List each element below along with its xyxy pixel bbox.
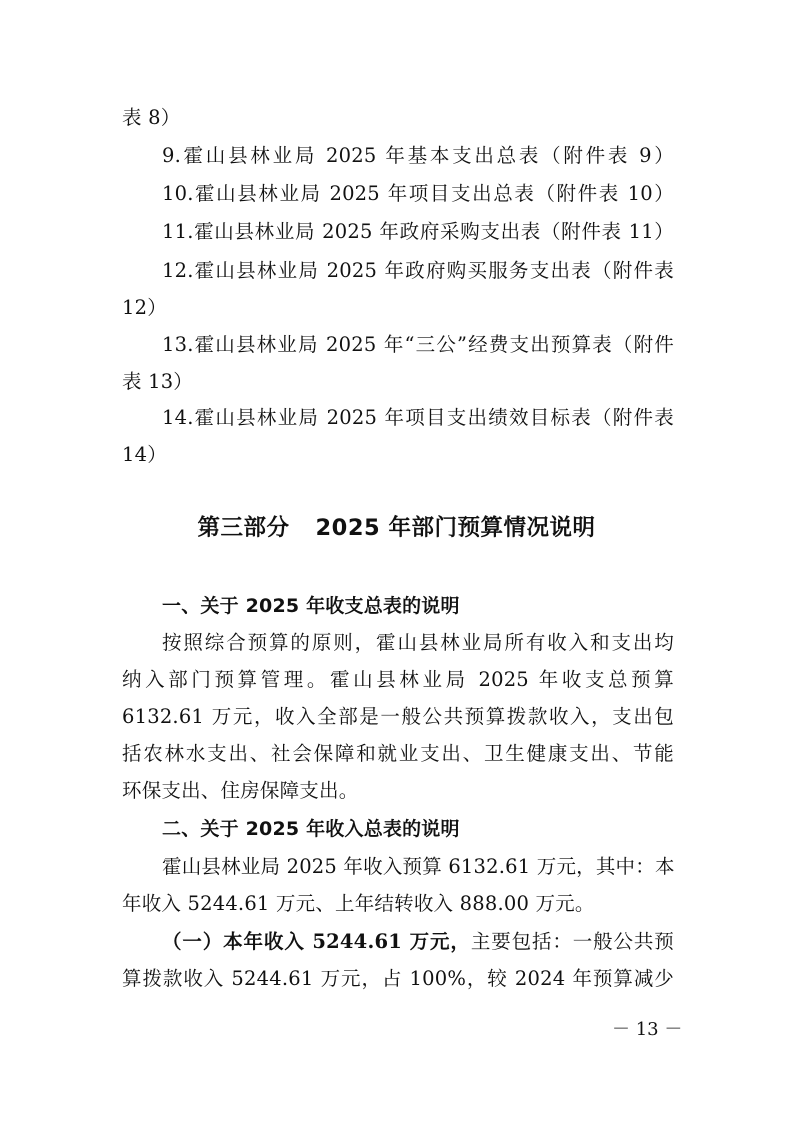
paragraph-line: 环保支出、住房保障支出。 [122,779,359,802]
paragraph-line [162,928,674,956]
paragraph-line: 纳入部门预算管理。霍山县林业局 2025 年收支总预算 [122,668,674,691]
bold-lead: （一）本年收入 5244.61 万元， [162,930,471,953]
paragraph-line: 年收入 5244.61 万元、上年结转收入 888.00 万元。 [122,892,595,915]
section-heading [0,512,793,544]
paragraph-line: 括农林水支出、社会保障和就业支出、卫生健康支出、节能 [122,742,674,765]
list-item: 表 8） [122,106,181,129]
paragraph-text: 主要包括：一般公共预 [470,930,674,953]
paragraph-line: 霍山县林业局 2025 年收入预算 6132.61 万元，其中：本 [162,855,675,878]
list-item: 10.霍山县林业局 2025 年项目支出总表（附件表 10） [162,182,674,205]
list-item: 12） [122,296,167,319]
section-part-label: 第三部分 [197,515,290,541]
paragraph-line: 6132.61 万元，收入全部是一般公共预算拨款收入，支出包 [122,705,674,728]
list-item: 14.霍山县林业局 2025 年项目支出绩效目标表（附件表 [162,406,674,429]
subsection-heading: 一、关于 2025 年收支总表的说明 [162,595,460,617]
list-item: 9.霍山县林业局 2025 年基本支出总表（附件表 9） [162,144,674,167]
section-title: 2025 年部门预算情况说明 [315,515,596,541]
list-item: 14） [122,443,167,466]
subsection-heading: 二、关于 2025 年收入总表的说明 [162,818,460,840]
list-item: 表 13） [122,370,194,393]
list-item: 13.霍山县林业局 2025 年“三公”经费支出预算表（附件 [162,333,674,356]
paragraph-line: 算拨款收入 5244.61 万元，占 100%，较 2024 年预算减少 [122,967,674,990]
list-item: 12.霍山县林业局 2025 年政府购买服务支出表（附件表 [162,259,674,282]
paragraph-line: 按照综合预算的原则，霍山县林业局所有收入和支出均 [162,631,674,654]
list-item: 11.霍山县林业局 2025 年政府采购支出表（附件表 11） [162,220,674,243]
page-number: － 13 － [612,1019,683,1040]
